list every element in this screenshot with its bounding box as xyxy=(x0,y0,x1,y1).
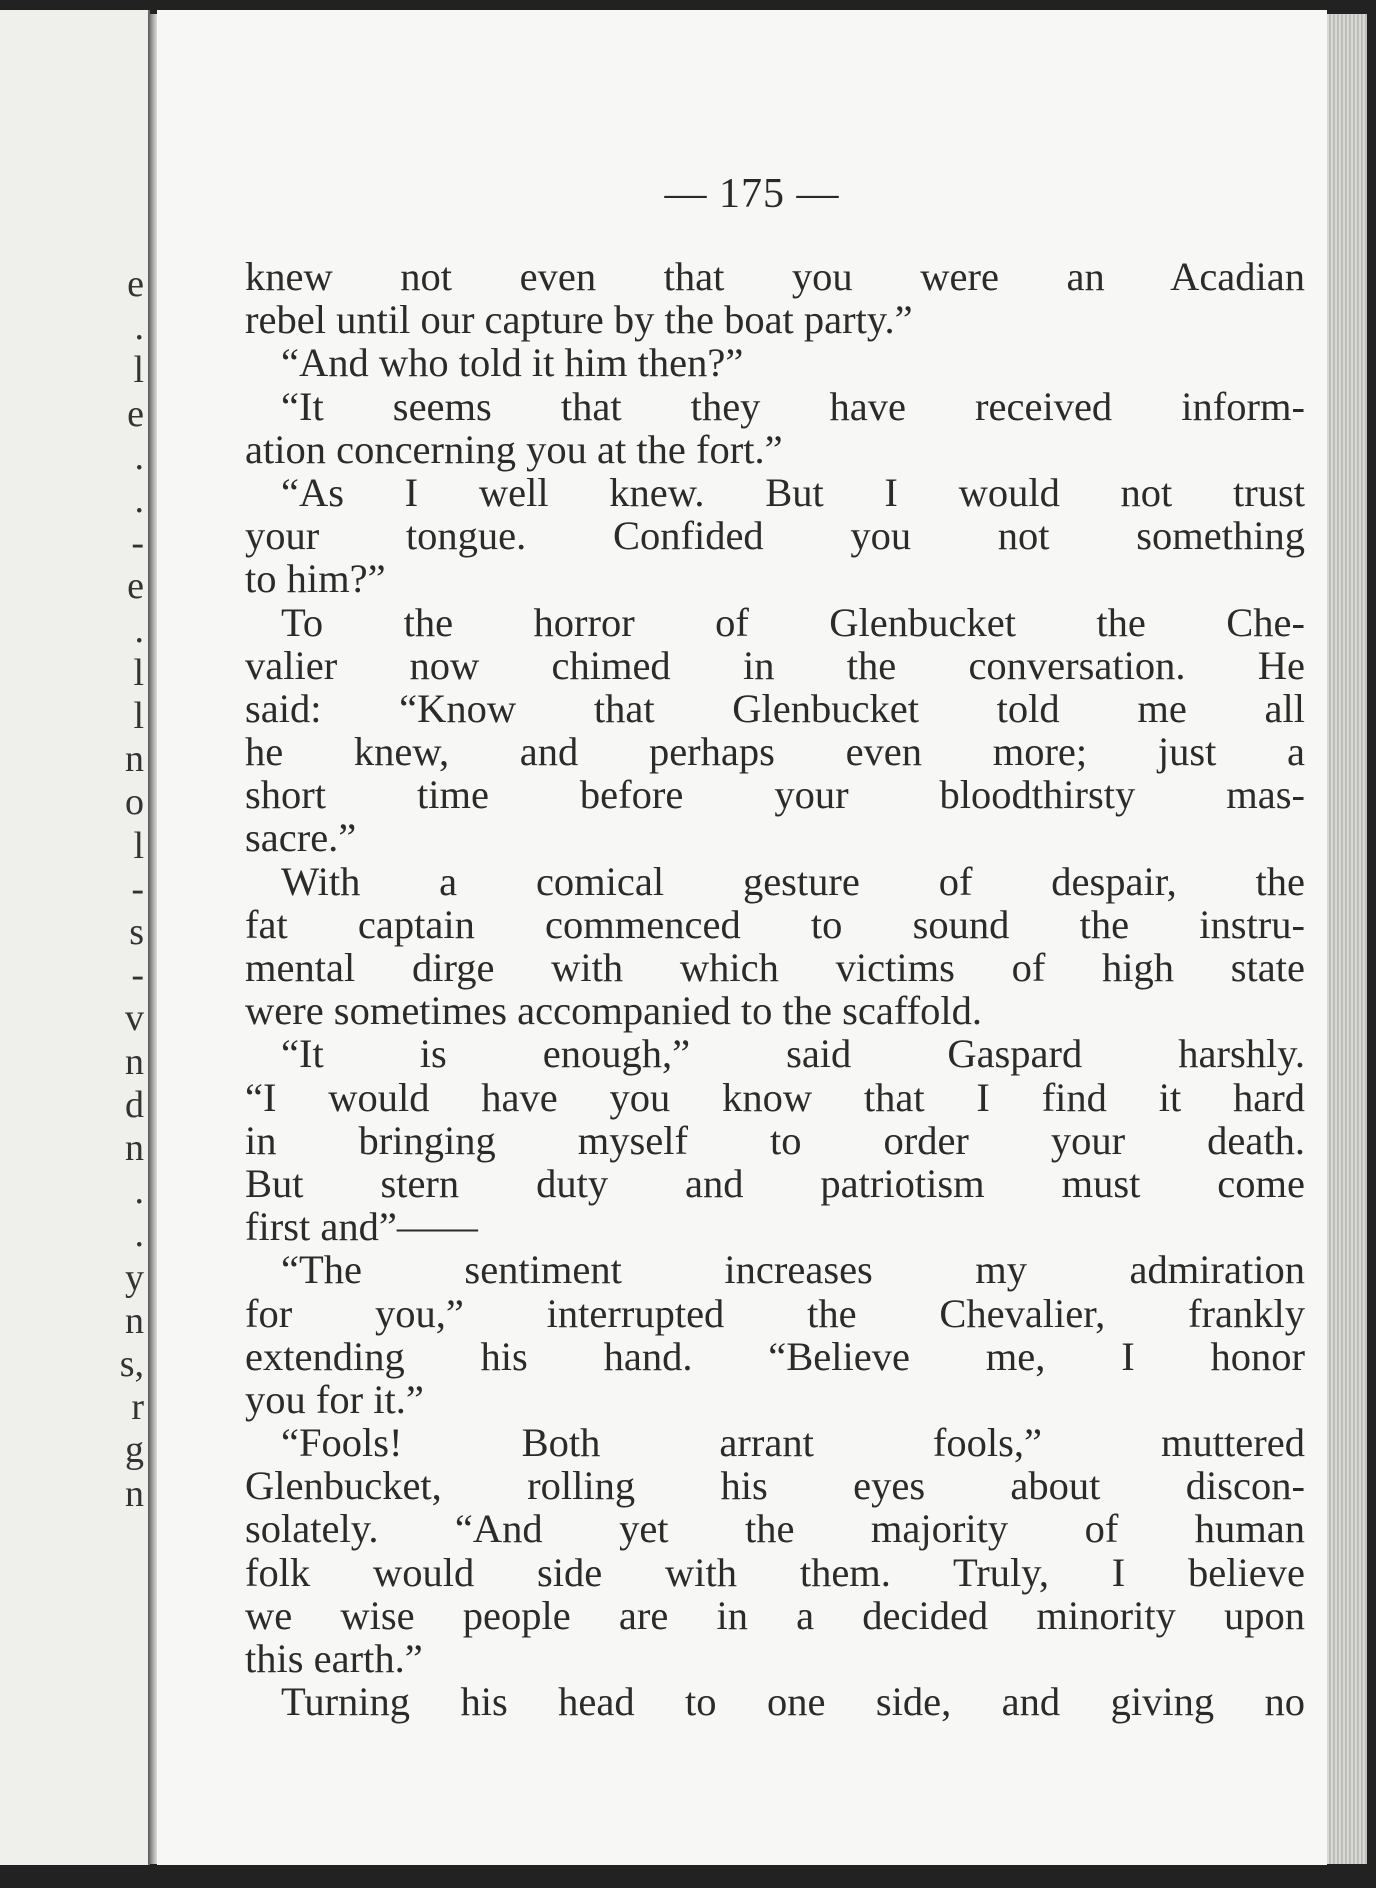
text-line: your tongue. Confided you not something xyxy=(245,513,1305,559)
text-line: solately. “And yet the majority of human xyxy=(245,1506,1305,1552)
text-line: folk would side with them. Truly, I believe xyxy=(245,1549,1305,1595)
facing-page-fragment: n xyxy=(125,1127,144,1169)
text-line: this earth.” xyxy=(245,1636,423,1681)
text-line: to him?” xyxy=(245,556,386,602)
page-stack-edge xyxy=(1327,14,1367,1864)
page-number: — 175 — xyxy=(664,171,840,217)
page-body-text xyxy=(245,255,1305,1723)
text-line: rebel until our capture by the boat party.” xyxy=(245,297,913,343)
facing-page-fragment: l xyxy=(133,695,144,737)
facing-page-fragment: l xyxy=(133,824,144,867)
text-line: mental dirge with which victims of high state xyxy=(245,945,1305,990)
text-line: sacre.” xyxy=(245,815,357,861)
text-line: we wise people are in a decided minority upon xyxy=(245,1592,1305,1638)
facing-page-fragment: n xyxy=(125,1040,144,1083)
facing-page-fragment: . xyxy=(134,479,144,521)
text-line: extending his hand. “Believe me, I honor xyxy=(245,1333,1305,1379)
text-line: But stern duty and patriotism must come xyxy=(245,1160,1305,1206)
facing-page-fragment: . xyxy=(134,608,144,651)
facing-page-fragment: . xyxy=(134,306,144,349)
facing-page-fragment: - xyxy=(131,867,144,910)
text-line: Turning his head to one side, and giving no xyxy=(281,1679,1305,1725)
text-line: said: “Know that Glenbucket told me all xyxy=(245,685,1305,731)
text-line: “As I well knew. But I would not trust xyxy=(281,469,1305,515)
text-line: With a comical gesture of despair, the xyxy=(281,858,1305,904)
facing-page-fragment: . xyxy=(134,1213,144,1256)
facing-page-fragment: - xyxy=(131,522,144,565)
text-line: first and”—— xyxy=(245,1204,478,1250)
facing-page-fragment: l xyxy=(133,651,144,694)
facing-page-fragment: n xyxy=(125,1472,144,1515)
text-line: short time before your bloodthirsty mas- xyxy=(245,772,1305,818)
text-line: “It is enough,” said Gaspard harshly. xyxy=(281,1031,1305,1077)
text-line: knew not even that you were an Acadian xyxy=(245,254,1305,299)
text-line: ation concerning you at the fort.” xyxy=(245,426,783,472)
facing-page-fragment: . xyxy=(134,435,144,478)
text-line: were sometimes accompanied to the scaffold. xyxy=(245,988,982,1034)
text-line: you for it.” xyxy=(245,1376,424,1422)
text-line: “Fools! Both arrant fools,” muttered xyxy=(281,1420,1305,1466)
text-line: in bringing myself to order your death. xyxy=(245,1117,1305,1163)
text-line: valier now chimed in the conversation. He xyxy=(245,642,1305,688)
text-line: “And who told it him then?” xyxy=(281,340,744,386)
facing-page-fragment: n xyxy=(125,1299,144,1342)
facing-page-fragment: n xyxy=(125,738,144,781)
facing-page-fragment: e xyxy=(127,565,144,608)
text-line: “I would have you know that I find it hard xyxy=(245,1074,1305,1120)
facing-page-fragment: e xyxy=(127,263,144,305)
facing-page-fragment: d xyxy=(125,1083,144,1126)
facing-page-fragment: l xyxy=(133,349,144,392)
facing-page-fragment: e xyxy=(127,392,144,435)
facing-page-fragment: y xyxy=(125,1256,144,1299)
facing-page-fragment: . xyxy=(134,1170,144,1213)
text-line: Glenbucket, rolling his eyes about discon- xyxy=(245,1463,1305,1509)
text-line: “The sentiment increases my admiration xyxy=(281,1247,1305,1293)
facing-page-fragment: s, xyxy=(119,1343,144,1385)
text-line: he knew, and perhaps even more; just a xyxy=(245,729,1305,775)
facing-page-fragment: g xyxy=(125,1429,144,1472)
left-page-edge xyxy=(0,10,150,1865)
facing-page-fragment: - xyxy=(131,954,144,997)
book-page xyxy=(157,10,1327,1865)
text-line: for you,” interrupted the Chevalier, frankly xyxy=(245,1290,1305,1336)
facing-page-fragment: o xyxy=(125,781,144,824)
facing-page-fragment: s xyxy=(129,911,144,953)
text-line: “It seems that they have received inform- xyxy=(281,383,1305,429)
facing-page-fragment: v xyxy=(125,997,144,1040)
text-line: To the horror of Glenbucket the Che- xyxy=(281,599,1305,645)
facing-page-fragment: r xyxy=(131,1386,144,1429)
text-line: fat captain commenced to sound the instru- xyxy=(245,901,1305,947)
